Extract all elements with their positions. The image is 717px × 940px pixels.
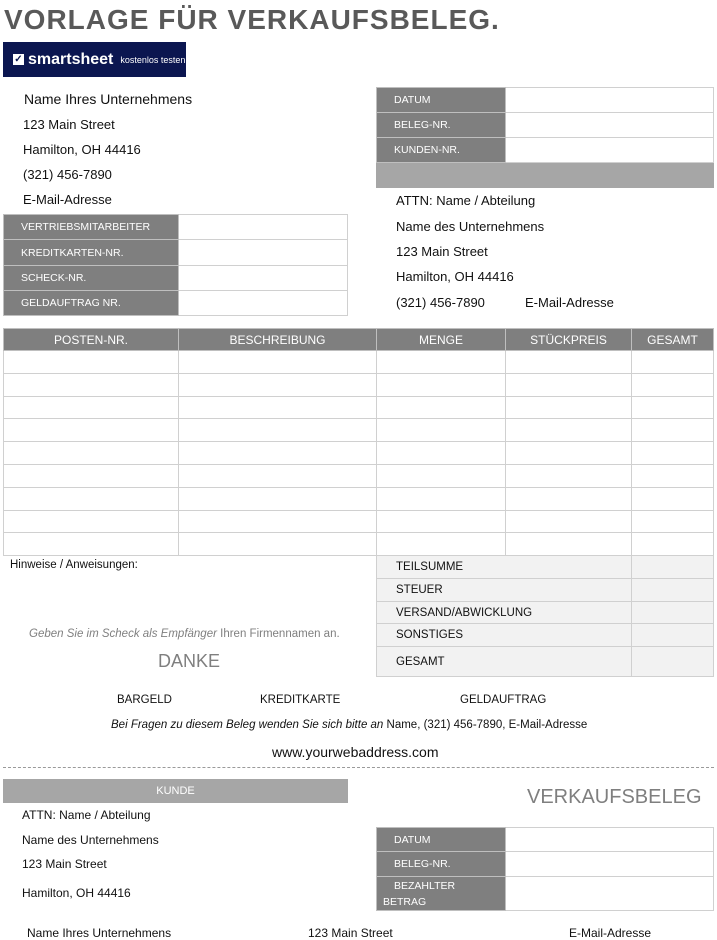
checkbox-logo-icon: ✓ [14,54,23,65]
paid-label-line2: BETRAG [383,895,427,908]
contact-line [111,719,587,731]
table-row [4,510,714,533]
label-teilsumme: TEILSUMME [377,556,632,579]
label-steuer: STEUER [377,579,632,602]
recipient-street: 123 Main Street [396,244,488,259]
item-cell[interactable] [506,373,632,396]
stub-label-beleg-nr: BELEG-NR. [377,852,506,877]
item-cell[interactable] [632,464,714,487]
footer-street: 123 Main Street [308,926,393,940]
page-title: VORLAGE FÜR VERKAUFSBELEG. [4,4,500,35]
check-note-italic: Geben Sie im Scheck als Empfänger [29,628,217,640]
sender-company: Name Ihres Unternehmens [24,91,193,107]
item-cell[interactable] [632,351,714,374]
scheck-nr-field[interactable] [179,266,348,291]
geldauftrag-nr-field[interactable] [179,291,348,316]
table-row [4,373,714,396]
item-cell[interactable] [179,373,377,396]
item-cell[interactable] [632,510,714,533]
stub-attn: ATTN: Name / Abteilung [22,808,151,822]
item-cell[interactable] [506,442,632,465]
website-link[interactable]: www.yourwebaddress.com [272,744,439,760]
recipient-phone: (321) 456-7890 [396,295,485,310]
item-cell[interactable] [377,373,506,396]
sender-email: E-Mail-Adresse [23,192,112,207]
col-beschreibung: BESCHREIBUNG [179,329,377,351]
gesamt-field[interactable] [632,647,714,677]
item-cell[interactable] [506,487,632,510]
item-cell[interactable] [4,487,179,510]
meta-divider-bar [377,163,714,188]
item-cell[interactable] [179,510,377,533]
stub-title: VERKAUFSBELEG [527,786,702,808]
label-kunden-nr: KUNDEN-NR. [377,138,506,163]
item-cell[interactable] [179,351,377,374]
check-note-normal: Ihren Firmennamen an. [220,628,340,640]
receipt-meta-table [376,87,714,188]
contact-normal: Name, (321) 456-7890, E-Mail-Adresse [386,719,588,731]
label-vertriebsmitarbeiter: VERTRIEBSMITARBEITER [4,215,179,240]
label-kreditkarten-nr: KREDITKARTEN-NR. [4,240,179,266]
label-versand: VERSAND/ABWICKLUNG [377,602,632,624]
col-gesamt: GESAMT [632,329,714,351]
beleg-nr-field[interactable] [506,113,714,138]
label-gesamt: GESAMT [377,647,632,677]
stub-street: 123 Main Street [22,857,107,871]
item-cell[interactable] [506,533,632,556]
payment-kreditkarte: KREDITKARTE [260,694,341,706]
customer-header: KUNDE [3,779,348,803]
payment-fields-table [3,214,348,316]
item-cell[interactable] [377,396,506,419]
recipient-city: Hamilton, OH 44416 [396,269,514,284]
item-cell[interactable] [506,419,632,442]
item-cell[interactable] [506,351,632,374]
col-stueckpreis: STÜCKPREIS [506,329,632,351]
item-cell[interactable] [377,464,506,487]
table-row [4,487,714,510]
sender-street: 123 Main Street [23,117,115,132]
item-cell[interactable] [632,373,714,396]
footer-company: Name Ihres Unternehmens [27,926,172,940]
item-cell[interactable] [179,396,377,419]
item-cell[interactable] [506,510,632,533]
label-sonstiges: SONSTIGES [377,624,632,647]
datum-field[interactable] [506,88,714,113]
steuer-field[interactable] [632,579,714,602]
col-posten-nr: POSTEN-NR. [4,329,179,351]
item-cell[interactable] [632,419,714,442]
stub-meta-table [376,827,714,911]
item-cell[interactable] [4,442,179,465]
item-cell[interactable] [179,487,377,510]
item-cell[interactable] [377,487,506,510]
table-row [4,442,714,465]
stub-label-datum: DATUM [377,828,506,852]
item-cell[interactable] [632,533,714,556]
table-row [4,396,714,419]
item-cell[interactable] [4,396,179,419]
cut-line-divider [3,767,714,768]
teilsumme-field[interactable] [632,556,714,579]
check-note [29,628,340,640]
versand-field[interactable] [632,602,714,624]
label-geldauftrag-nr: GELDAUFTRAG NR. [4,291,179,316]
table-row [4,351,714,374]
item-cell[interactable] [632,487,714,510]
stub-bezahlter-betrag-field[interactable] [506,877,714,911]
label-datum: DATUM [377,88,506,113]
item-cell[interactable] [4,464,179,487]
label-beleg-nr: BELEG-NR. [377,113,506,138]
item-cell[interactable] [179,533,377,556]
item-cell[interactable] [506,464,632,487]
stub-company: Name des Unternehmens [22,833,159,847]
vertriebsmitarbeiter-field[interactable] [179,215,348,240]
logo-brand: smartsheet [28,50,114,68]
item-cell[interactable] [632,442,714,465]
kreditkarten-nr-field[interactable] [179,240,348,266]
stub-label-bezahlter-betrag [377,877,506,911]
item-cell[interactable] [377,533,506,556]
item-cell[interactable] [179,442,377,465]
totals-table [376,555,714,677]
label-scheck-nr: SCHECK-NR. [4,266,179,291]
table-row [4,464,714,487]
item-cell[interactable] [632,396,714,419]
sonstiges-field[interactable] [632,624,714,647]
stub-city: Hamilton, OH 44416 [22,886,131,900]
item-cell[interactable] [179,419,377,442]
thanks-text: DANKE [158,651,221,671]
item-cell[interactable] [377,510,506,533]
item-cell[interactable] [4,373,179,396]
smartsheet-logo-button[interactable] [3,42,186,77]
item-cell[interactable] [506,396,632,419]
contact-italic: Bei Fragen zu diesem Beleg wenden Sie sich bitte an [111,719,384,731]
table-row [4,419,714,442]
payment-bargeld: BARGELD [117,694,172,706]
sender-phone: (321) 456-7890 [23,167,112,182]
item-cell[interactable] [179,464,377,487]
paid-label-line1: BEZAHLTER [394,879,456,892]
footer-email: E-Mail-Adresse [569,926,652,940]
logo-cta: kostenlos testen [120,54,186,65]
notes-label: Hinweise / Anweisungen: [10,559,138,571]
item-cell[interactable] [4,533,179,556]
item-cell[interactable] [377,442,506,465]
items-table [3,328,714,556]
item-cell[interactable] [4,419,179,442]
recipient-company: Name des Unternehmens [396,219,545,234]
stub-beleg-nr-field[interactable] [506,852,714,877]
sender-city: Hamilton, OH 44416 [23,142,141,157]
stub-datum-field[interactable] [506,828,714,852]
item-cell[interactable] [377,351,506,374]
kunden-nr-field[interactable] [506,138,714,163]
recipient-attn: ATTN: Name / Abteilung [396,193,536,208]
item-cell[interactable] [4,510,179,533]
payment-geldauftrag: GELDAUFTRAG [460,694,547,706]
item-cell[interactable] [377,419,506,442]
table-row [4,533,714,556]
item-cell[interactable] [4,351,179,374]
recipient-email: E-Mail-Adresse [525,295,614,310]
col-menge: MENGE [377,329,506,351]
